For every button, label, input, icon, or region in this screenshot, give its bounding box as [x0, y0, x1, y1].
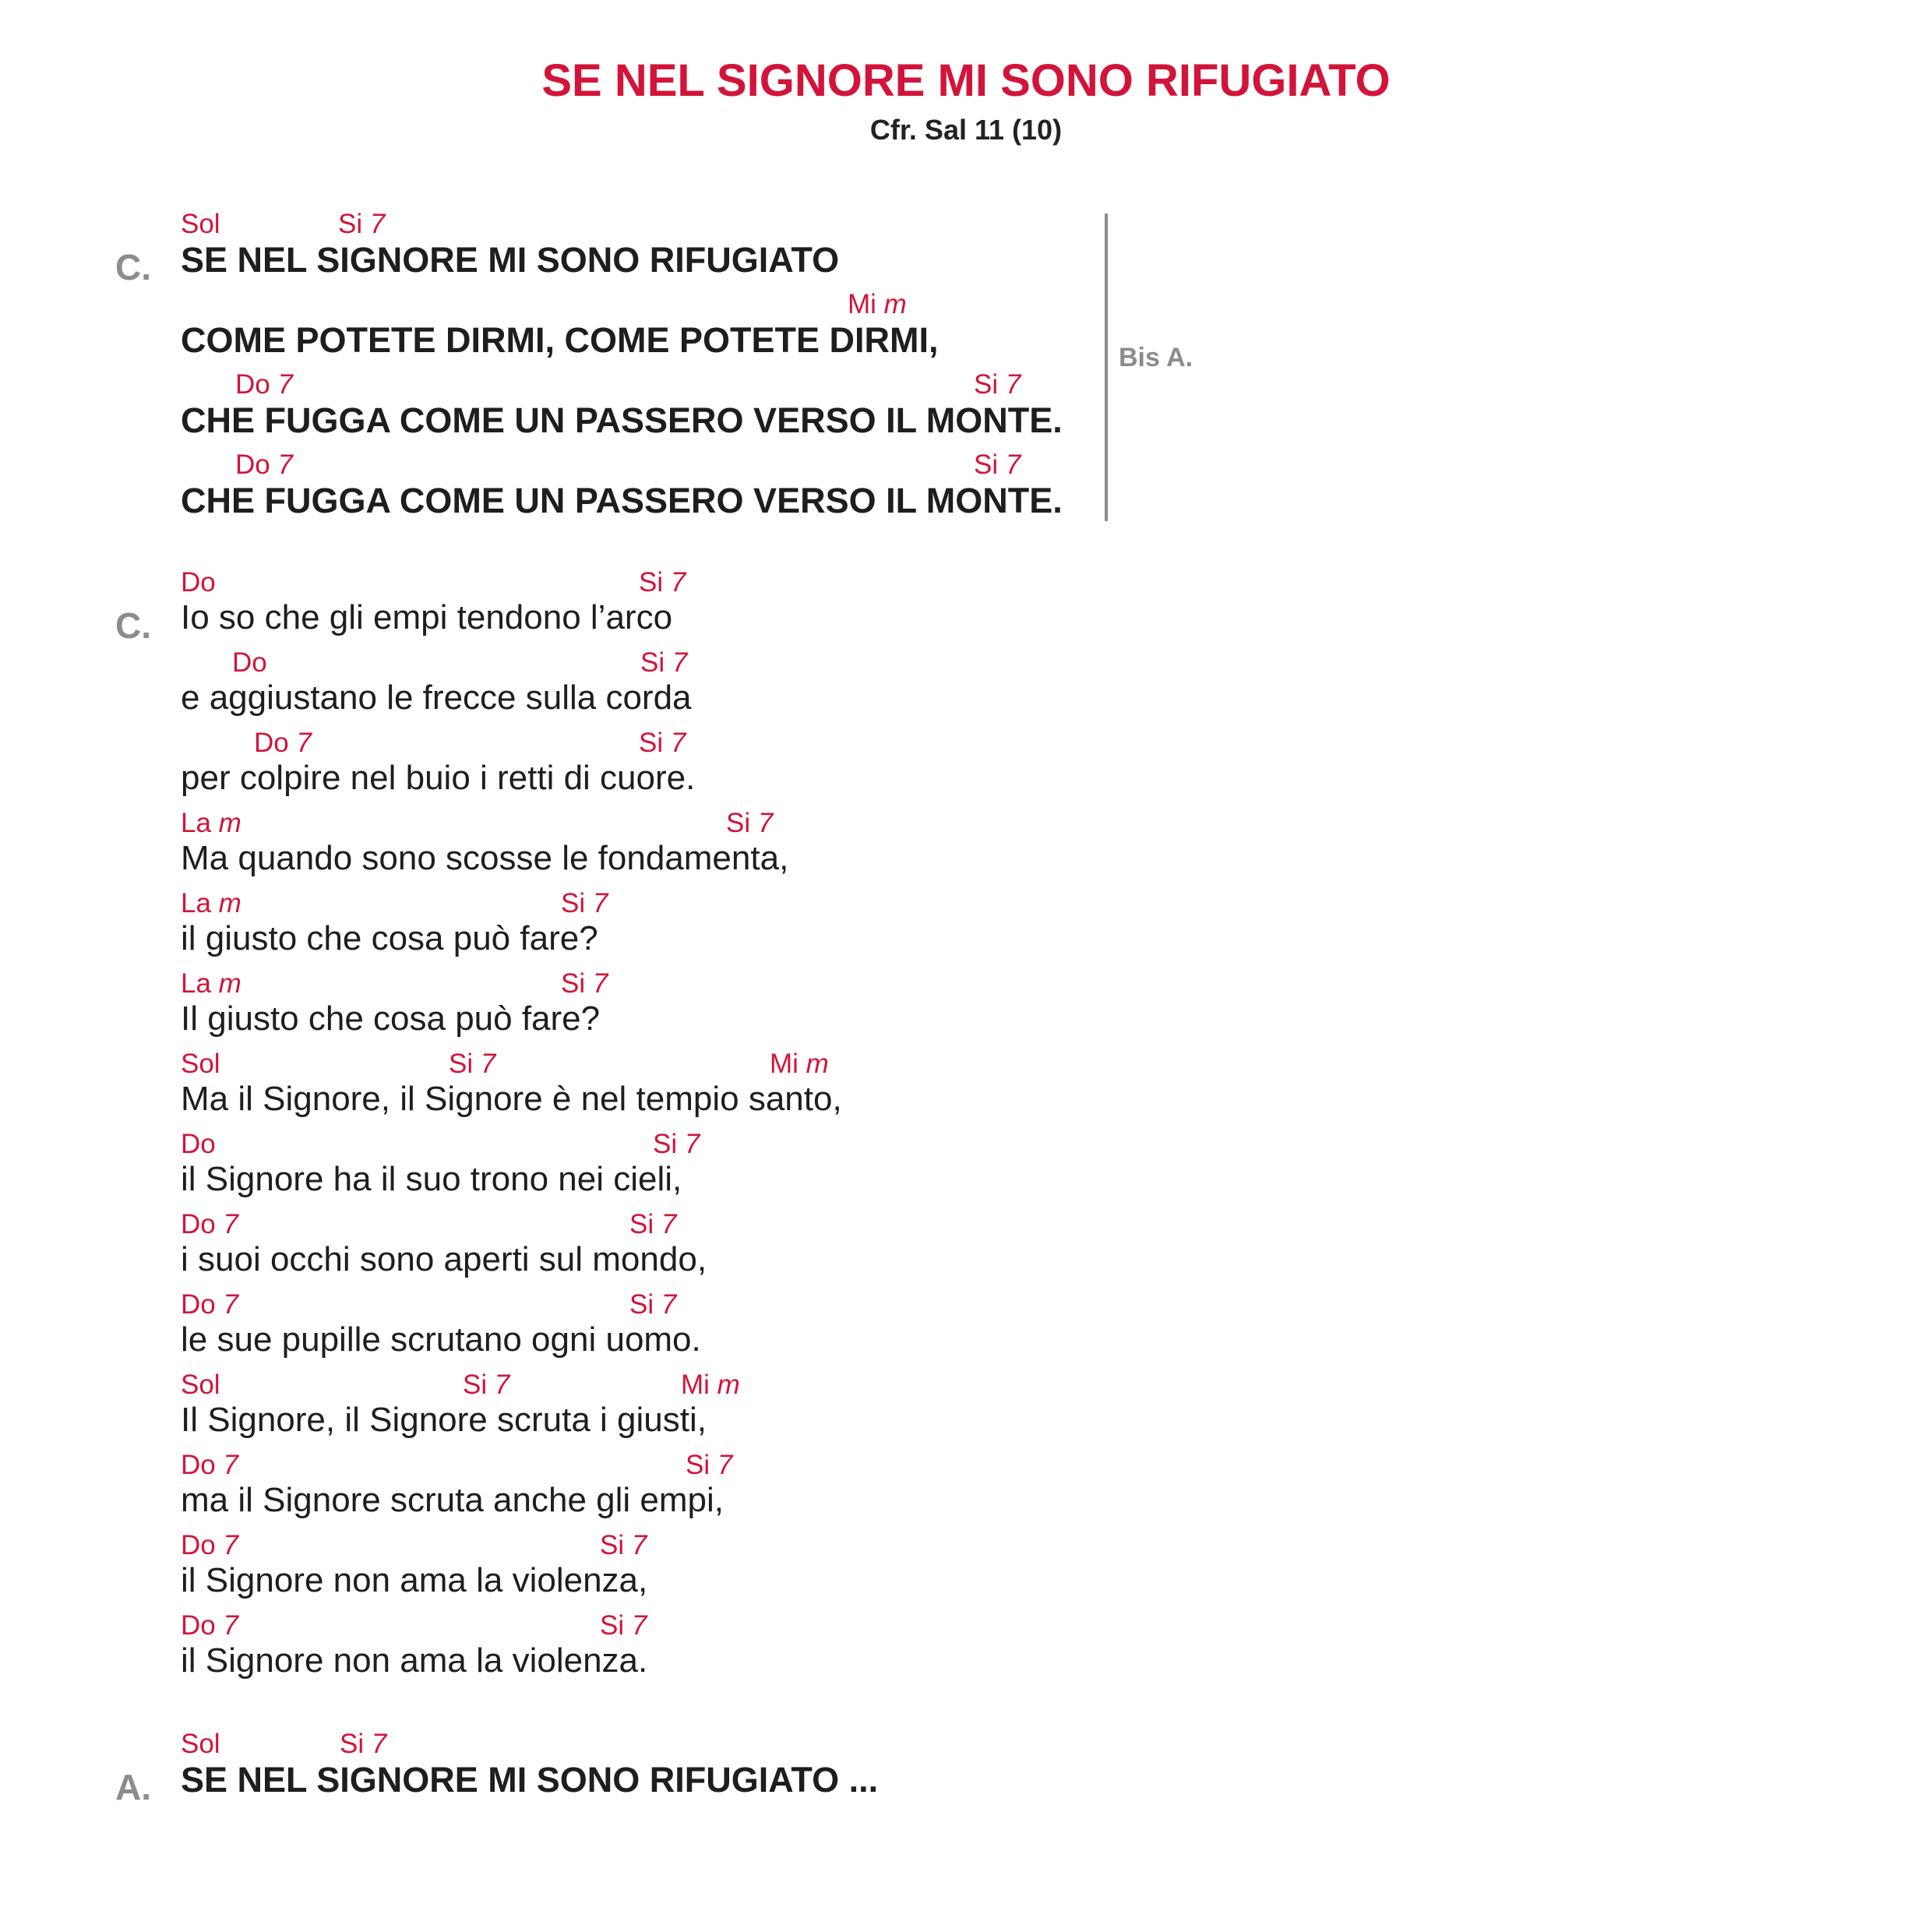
song-line	[0, 209, 1169, 289]
chord-label: Mi m	[770, 1049, 829, 1079]
lyric-text: Il Signore, il Signore scruta i giusti,	[181, 1401, 707, 1439]
bis-label: Bis A.	[1119, 343, 1193, 372]
chord-label: Si 7	[639, 567, 686, 598]
chord-label: Do	[232, 647, 267, 678]
song-subtitle: Cfr. Sal 11 (10)	[869, 114, 1063, 146]
chord-label: Mi m	[681, 1370, 740, 1400]
chord-label: Mi m	[848, 289, 907, 319]
chord-label: Sol	[181, 1370, 220, 1400]
chord-label: Do 7	[235, 450, 293, 480]
song-line	[0, 1049, 1169, 1129]
chord-label: Do 7	[181, 1289, 238, 1320]
lyric-text: le sue pupille scrutano ogni uomo.	[181, 1320, 701, 1359]
song-line	[0, 1530, 1169, 1610]
chord-label: Si 7	[974, 369, 1021, 400]
chord-label: Si 7	[561, 968, 608, 999]
section-tag: A.	[115, 1767, 151, 1807]
lyric-text: Il giusto che cosa può fare?	[181, 999, 601, 1038]
lyric-text: ma il Signore scruta anche gli empi,	[181, 1481, 724, 1519]
song-line	[0, 1289, 1169, 1370]
song-line	[0, 1370, 1169, 1450]
song-line	[0, 647, 1169, 728]
song-line	[0, 728, 1169, 808]
chord-label: Si 7	[340, 1729, 387, 1759]
chord-label: Si 7	[974, 450, 1021, 480]
lyric-text: Ma il Signore, il Signore è nel tempio santo,	[181, 1080, 842, 1118]
chord-label: Do 7	[235, 369, 293, 400]
chord-label: La m	[181, 808, 242, 838]
chord-label: La m	[181, 968, 242, 999]
chord-label: Si 7	[600, 1610, 647, 1641]
section-tag: C.	[115, 605, 151, 646]
lyric-text: SE NEL SIGNORE MI SONO RIFUGIATO	[181, 240, 840, 280]
chord-label: Do 7	[181, 1530, 238, 1560]
chord-label: La m	[181, 888, 242, 918]
song-line	[0, 808, 1169, 888]
lyric-text: il Signore non ama la violenza.	[181, 1641, 648, 1680]
chord-label: Si 7	[629, 1209, 677, 1239]
song-line	[0, 289, 1169, 369]
chord-label: Si 7	[726, 808, 774, 838]
song-line	[0, 1729, 1169, 1809]
chord-label: Do 7	[181, 1610, 238, 1641]
lyric-text: i suoi occhi sono aperti sul mondo,	[181, 1240, 707, 1278]
section-tag: C.	[115, 247, 151, 287]
chord-label: Si 7	[653, 1129, 700, 1159]
chord-label: Si 7	[629, 1289, 677, 1320]
song-line	[0, 888, 1169, 968]
lyric-text: COME POTETE DIRMI, COME POTETE DIRMI,	[181, 320, 939, 360]
lyric-text: Ma quando sono scosse le fondamenta,	[181, 839, 789, 877]
song-title: SE NEL SIGNORE MI SONO RIFUGIATO	[541, 55, 1391, 106]
chord-label: Si 7	[686, 1450, 733, 1480]
song-line	[0, 968, 1169, 1049]
song-line	[0, 1209, 1169, 1289]
chord-label: Do	[181, 1129, 216, 1159]
song-line	[0, 567, 1169, 647]
lyric-text: e aggiustano le frecce sulla corda	[181, 679, 692, 717]
chord-label: Si 7	[639, 728, 686, 758]
chord-label: Sol	[181, 1729, 220, 1759]
song-line	[0, 369, 1169, 450]
chord-label: Si 7	[338, 209, 386, 239]
lyric-text: il Signore ha il suo trono nei cieli,	[181, 1160, 682, 1198]
lyric-text: CHE FUGGA COME UN PASSERO VERSO IL MONTE.	[181, 481, 1063, 520]
song-line	[0, 1129, 1169, 1209]
lyric-text: SE NEL SIGNORE MI SONO RIFUGIATO ...	[181, 1760, 879, 1800]
chord-label: Si 7	[600, 1530, 647, 1560]
song-line	[0, 450, 1169, 530]
chord-label: Si 7	[449, 1049, 496, 1079]
lyric-text: il Signore non ama la violenza,	[181, 1561, 648, 1599]
lyric-text: il giusto che cosa può fare?	[181, 919, 598, 957]
chord-label: Sol	[181, 209, 220, 239]
lyric-text: Io so che gli empi tendono l’arco	[181, 598, 673, 636]
chord-label: Sol	[181, 1049, 220, 1079]
chord-label: Si 7	[561, 888, 608, 918]
chord-label: Do	[181, 567, 216, 598]
chord-label: Si 7	[640, 647, 688, 678]
chord-label: Do 7	[181, 1209, 238, 1239]
chord-label: Do 7	[254, 728, 312, 758]
lyric-text: per colpire nel buio i retti di cuore.	[181, 759, 696, 797]
chord-label: Si 7	[463, 1370, 510, 1400]
song-line	[0, 1450, 1169, 1530]
song-line	[0, 1610, 1169, 1690]
lyric-text: CHE FUGGA COME UN PASSERO VERSO IL MONTE.	[181, 400, 1063, 440]
chord-label: Do 7	[181, 1450, 238, 1480]
